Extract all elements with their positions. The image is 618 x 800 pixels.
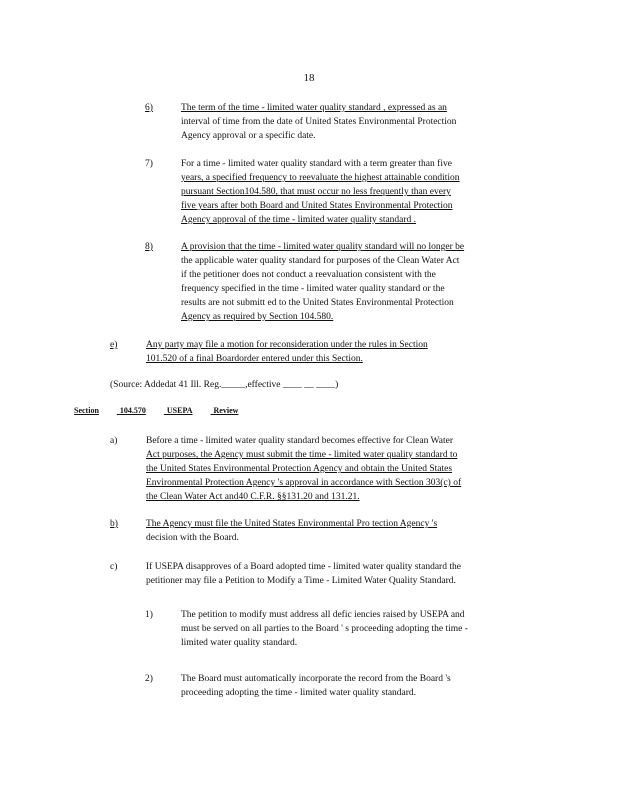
subitem-c-line: If USEPA disapproves of a Board adopted time - limited water quality standard the <box>146 562 461 572</box>
item-label-8: 8) <box>145 242 153 252</box>
subitem-c-line: petitioner may file a Petition to Modify a Time - Limited Water Quality Standard. <box>146 576 456 586</box>
item-8-line: results are not submitt ed to the United States Environmental Protection <box>181 298 454 308</box>
item-6-line: The term of the time - limited water quality standard , expressed as an <box>181 103 447 113</box>
page-number: 18 <box>303 72 315 84</box>
item-8-text <box>181 240 531 324</box>
item-e-line: Any party may file a motion for reconsideration under the rules in Section <box>146 340 428 350</box>
item-7-line: Agency approval of the time - limited water quality standard . <box>181 215 417 225</box>
subitem-label-2: 2) <box>145 674 153 684</box>
subitem-b-text <box>146 517 526 545</box>
subitem-label-b: b) <box>110 519 118 529</box>
subitem-a-line: the United States Environmental Protection Agency and obtain the United States <box>146 464 453 474</box>
subitem-1-text <box>181 608 541 650</box>
item-8-line: A provision that the time - limited water quality standard will no longer be <box>181 242 465 252</box>
source-note: (Source: Addedat 41 Ill. Reg._____,effective ____ __ ____) <box>110 380 339 390</box>
subitem-2-text <box>181 672 521 700</box>
item-8-line: frequency specified in the time - limited water quality standard or the <box>181 284 445 294</box>
subitem-label-1: 1) <box>145 610 153 620</box>
item-label-e: e) <box>110 340 118 350</box>
section-agency: USEPA <box>166 406 193 415</box>
item-e-text <box>146 338 506 366</box>
subitem-2-line: proceeding adopting the time - limited water quality standard. <box>181 688 417 698</box>
section-number: 104.570 <box>119 406 146 415</box>
subitem-label-c: c) <box>110 562 118 572</box>
section-heading <box>74 406 256 415</box>
item-8-line: if the petitioner does not conduct a reevaluation consistent with the <box>181 270 436 280</box>
subitem-a-line: the Clean Water Act and40 C.F.R. §§131.20 and 131.21. <box>146 492 360 502</box>
subitem-a-line: Before a time - limited water quality standard becomes effective for Clean Water <box>146 436 453 446</box>
subitem-a-text <box>146 434 546 504</box>
item-label-7: 7) <box>145 159 153 169</box>
subitem-a-line: Environmental Protection Agency 's approval in accordance with Section 303(c) of <box>146 478 462 488</box>
subitem-b-line: decision with the Board. <box>146 533 239 543</box>
subitem-a-line: Act purposes, the Agency must submit the time - limited water quality standard to <box>146 450 458 460</box>
item-e-line: 101.520 of a final Boardorder entered under this Section. <box>146 354 363 364</box>
subitem-c-text <box>146 560 546 588</box>
subitem-2-line: The Board must automatically incorporate the record from the Board 's <box>181 674 451 684</box>
subitem-label-a: a) <box>110 436 118 446</box>
item-6-text <box>181 101 511 143</box>
item-7-line: five years after both Board and United States Environmental Protection <box>181 201 453 211</box>
item-7-line: years, a specified frequency to reevaluate the highest attainable condition <box>181 173 460 183</box>
subitem-1-line: The petition to modify must address all defic iencies raised by USEPA and <box>181 610 465 620</box>
item-7-line: For a time - limited water quality standard with a term greater than five <box>181 159 452 169</box>
subitem-1-line: limited water quality standard. <box>181 638 298 648</box>
item-7-line: pursuant Section104.580, that must occur no less frequently than every <box>181 187 451 197</box>
item-7-text <box>181 157 531 227</box>
subitem-1-line: must be served on all parties to the Board ' s proceeding adopting the time - <box>181 624 468 634</box>
item-label-6: 6) <box>145 103 153 113</box>
subitem-b-line: The Agency must file the United States Environmental Pro tection Agency 's <box>146 519 438 529</box>
item-6-line: Agency approval or a specific date. <box>181 131 316 141</box>
section-title: Review <box>213 406 239 415</box>
item-6-line: interval of time from the date of United States Environmental Protection <box>181 117 457 127</box>
section-word: Section <box>74 406 99 415</box>
item-8-line: Agency as required by Section 104.580. <box>181 312 334 322</box>
item-8-line: the applicable water quality standard for purposes of the Clean Water Act <box>181 256 460 266</box>
